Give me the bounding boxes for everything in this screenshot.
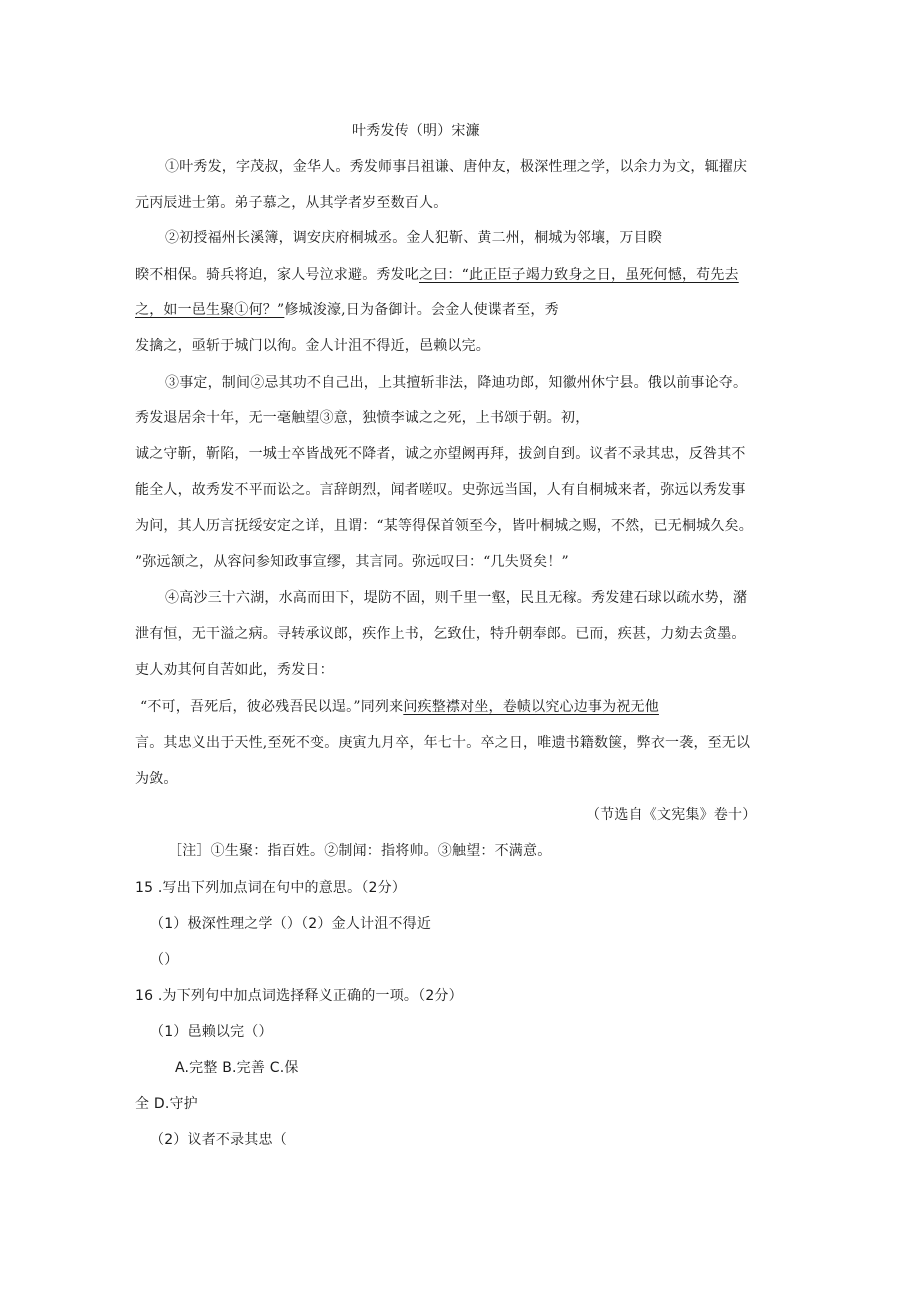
passage-line: 发擒之，亟斩于城门以徇。金人计沮不得近，邑赖以完。 — [135, 338, 490, 354]
passage-line: 修城浚濠,日为备御计。会金人使谍者至，秀 — [284, 302, 559, 318]
question-16-item-1: （1）邑赖以完（） — [150, 1024, 273, 1040]
passage-line-group — [140, 697, 659, 717]
passage-line: ②初授福州长溪簿，调安庆府桐城丞。金人犯靳、黄二州，桐城为邻壤，万目睽 — [165, 230, 662, 246]
question-16: 16 .为下列句中加点词选择释义正确的一项。（2分） — [135, 988, 463, 1004]
source-citation: （节选自《文宪集》卷十） — [586, 807, 757, 823]
passage-line-group — [135, 265, 739, 285]
passage-line-group — [135, 300, 559, 320]
passage-line: 元丙辰进士第。弟子慕之，从其学者岁至数百人。 — [135, 195, 448, 211]
passage-line: 为问，其人历言抚绥安定之详，且谓：“某等得保首领至今，皆叶桐城之赐，不然，已无桐城久矣。 — [135, 518, 753, 534]
question-15-blank: （） — [150, 952, 179, 968]
passage-line: 睽不相保。骑兵将迫，家人号泣求避。秀发叱 — [135, 267, 419, 283]
underlined-sentence: 之曰：“此正臣子竭力致身之日，虽死何憾，苟先去 — [419, 267, 739, 283]
question-15: 15 .写出下列加点词在句中的意思。（2分） — [135, 880, 407, 896]
question-15-items: （1）极深性理之学（）（2）金人计沮不得近 — [150, 916, 432, 932]
passage-line: ④高沙三十六湖，水高而田下，堤防不固，则千里一壑，民且无稼。秀发建石球以疏水势，潴 — [165, 590, 748, 606]
question-16-item-2: （2）议者不录其忠（ — [150, 1132, 287, 1148]
passage-line: 言。其忠义出于天性,至死不变。庚寅九月卒，年七十。卒之日，唯遗书籍数箧，弊衣一袭，至无以 — [135, 735, 751, 751]
passage-line: 为敛。 — [135, 771, 178, 787]
underlined-sentence: 问疾整襟对坐，卷帻以究心边事为祝无他 — [403, 699, 659, 715]
question-16-options: A.完整 B.完善 C.保 — [175, 1060, 299, 1076]
question-16-options-cont: 全 D.守护 — [135, 1096, 198, 1112]
underlined-sentence: 之，如一邑生聚①何？” — [135, 302, 285, 318]
passage-line: 秀发退居余十年，无一毫触望③意，独愤李诚之之死，上书颂于朝。初， — [135, 410, 590, 426]
passage-line: 能全人，故秀发不平而讼之。言辞朗烈，闻者嗟叹。史弥远当国，人有自桐城来者，弥远以秀发事 — [135, 482, 746, 498]
passage-line: “不可，吾死后，彼必残吾民以逞。”同列来 — [140, 699, 404, 715]
passage-line: ③事定，制间②忌其功不自己出，上其擅斩非法，降迪功郎，知徽州休宁县。俄以前事论夺。 — [165, 375, 748, 391]
passage-line: 泄有恒，无干溢之病。寻转承议郎，疾作上书，乞致仕，特升朝奉郎。已而，疾甚，力劾去贪墨。 — [135, 626, 746, 642]
passage-title: 叶秀发传（明）宋濂 — [352, 123, 480, 139]
annotation-note: ［注］①生聚：指百姓。②制闻：指将帅。③触望：不满意。 — [168, 843, 552, 859]
passage-line: ①叶秀发，字茂叔，金华人。秀发师事吕祖谦、唐仲友，极深性理之学，以余力为文，辄擢庆 — [165, 159, 748, 175]
passage-line: 诚之守靳，靳陷，一城士卒皆战死不降者，诚之亦望阙再拜，拔剑自到。议者不录其忠，反咎其不 — [135, 446, 746, 462]
passage-line: 吏人劝其何自苦如此，秀发日： — [135, 662, 334, 678]
passage-line: ”弥远颔之，从容问参知政事宣缪，其言同。弥远叹曰：“几失贤矣！” — [135, 554, 569, 570]
